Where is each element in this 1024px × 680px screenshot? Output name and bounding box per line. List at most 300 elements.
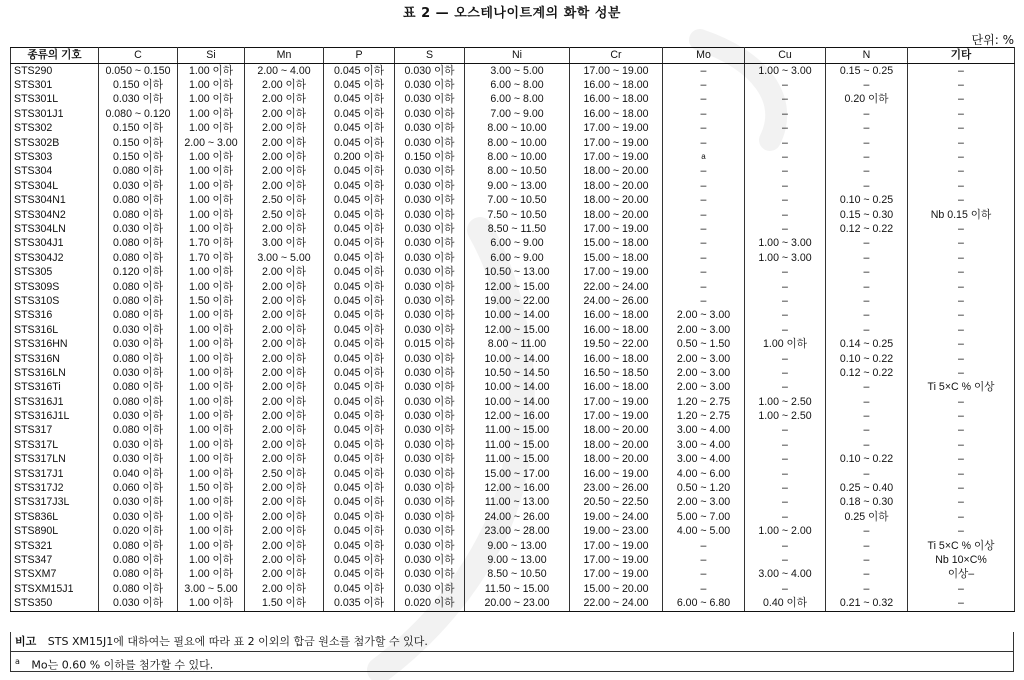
grade-cell: STS290 [11, 64, 99, 79]
grade-cell: STS317LN [11, 453, 99, 467]
value-cell: 24.00 ~ 26.00 [465, 510, 570, 524]
value-cell: – [826, 107, 908, 121]
value-cell: 2.00 이하 [245, 438, 324, 452]
value-cell: 0.030 이하 [395, 251, 465, 265]
table-row [11, 222, 1015, 236]
value-cell: – [745, 265, 826, 279]
value-cell: 15.00 ~ 20.00 [570, 582, 663, 596]
value-cell: 2.00 이하 [245, 366, 324, 380]
value-cell: – [908, 582, 1015, 596]
value-cell: 0.150 이하 [99, 122, 178, 136]
grade-cell: STS304J2 [11, 251, 99, 265]
table-row [11, 352, 1015, 366]
value-cell: 0.21 ~ 0.32 [826, 596, 908, 611]
value-cell: – [663, 280, 745, 294]
table-row [11, 438, 1015, 452]
value-cell: 0.045 이하 [324, 323, 395, 337]
value-cell: – [745, 424, 826, 438]
value-cell: 23.00 ~ 26.00 [570, 481, 663, 495]
value-cell: 0.030 이하 [395, 467, 465, 481]
table-row [11, 366, 1015, 380]
value-cell: 0.080 이하 [99, 381, 178, 395]
value-cell: 2.00 이하 [245, 337, 324, 351]
value-cell: 0.030 이하 [99, 453, 178, 467]
value-cell: 1.00 이하 [178, 525, 245, 539]
value-cell: 0.030 이하 [395, 568, 465, 582]
value-cell: 0.045 이하 [324, 395, 395, 409]
value-cell: 6.00 ~ 9.00 [465, 251, 570, 265]
value-cell: 0.030 이하 [395, 194, 465, 208]
value-cell: 0.030 이하 [99, 222, 178, 236]
value-cell: 1.00 ~ 3.00 [745, 237, 826, 251]
value-cell: 1.00 이하 [178, 539, 245, 553]
value-cell: – [745, 481, 826, 495]
value-cell: 0.15 ~ 0.25 [826, 64, 908, 79]
value-cell: 2.00 이하 [245, 323, 324, 337]
value-cell: – [745, 208, 826, 222]
value-cell: 17.00 ~ 19.00 [570, 222, 663, 236]
value-cell: – [826, 251, 908, 265]
value-cell: 1.00 이하 [178, 222, 245, 236]
value-cell: – [826, 122, 908, 136]
value-cell: 6.00 ~ 8.00 [465, 93, 570, 107]
value-cell: 0.080 이하 [99, 208, 178, 222]
value-cell: 0.045 이하 [324, 309, 395, 323]
value-cell: 0.045 이하 [324, 438, 395, 452]
value-cell: 11.00 ~ 15.00 [465, 424, 570, 438]
table-row [11, 78, 1015, 92]
value-cell: 16.00 ~ 18.00 [570, 107, 663, 121]
table-row [11, 381, 1015, 395]
value-cell: 0.045 이하 [324, 179, 395, 193]
value-cell: 0.080 이하 [99, 194, 178, 208]
value-cell: – [745, 179, 826, 193]
value-cell: 0.080 이하 [99, 280, 178, 294]
value-cell: a [663, 150, 745, 164]
table-row [11, 237, 1015, 251]
value-cell: 0.030 이하 [395, 525, 465, 539]
value-cell: – [908, 64, 1015, 79]
value-cell: 0.10 ~ 0.25 [826, 194, 908, 208]
value-cell: – [826, 568, 908, 582]
value-cell: 1.00 이하 [178, 453, 245, 467]
value-cell: 1.20 ~ 2.75 [663, 409, 745, 423]
value-cell: 1.00 ~ 3.00 [745, 64, 826, 79]
value-cell: 0.030 이하 [395, 409, 465, 423]
value-cell: – [663, 78, 745, 92]
value-cell: 3.00 이하 [245, 237, 324, 251]
table-row [11, 294, 1015, 308]
value-cell: 0.030 이하 [395, 481, 465, 495]
value-cell: 0.15 ~ 0.30 [826, 208, 908, 222]
value-cell: – [745, 453, 826, 467]
value-cell: – [908, 122, 1015, 136]
table-row [11, 467, 1015, 481]
grade-cell: STS316LN [11, 366, 99, 380]
value-cell: 1.00 이하 [178, 309, 245, 323]
value-cell: – [908, 496, 1015, 510]
value-cell: 0.045 이하 [324, 481, 395, 495]
value-cell: 0.040 이하 [99, 467, 178, 481]
grade-cell: STS316N [11, 352, 99, 366]
value-cell: 0.25 이하 [826, 510, 908, 524]
value-cell: – [663, 251, 745, 265]
table-title: 표 2 — 오스테나이트계의 화학 성분 [403, 6, 621, 21]
value-cell: 2.00 ~ 3.00 [663, 352, 745, 366]
value-cell: – [663, 208, 745, 222]
column-header: P [324, 48, 395, 64]
value-cell: 2.00 ~ 3.00 [663, 381, 745, 395]
value-cell: – [826, 280, 908, 294]
table-row [11, 93, 1015, 107]
value-cell: – [663, 265, 745, 279]
value-cell: 2.00 ~ 4.00 [245, 64, 324, 79]
value-cell: – [908, 179, 1015, 193]
value-cell: Ti 5×C % 이상 [908, 539, 1015, 553]
value-cell: 0.25 ~ 0.40 [826, 481, 908, 495]
column-header: N [826, 48, 908, 64]
value-cell: – [908, 525, 1015, 539]
value-cell: 0.030 이하 [395, 265, 465, 279]
value-cell: – [908, 150, 1015, 164]
table-row [11, 165, 1015, 179]
value-cell: 2.00 이하 [245, 553, 324, 567]
value-cell: – [908, 107, 1015, 121]
value-cell: 19.00 ~ 24.00 [570, 510, 663, 524]
value-cell: 15.00 ~ 18.00 [570, 251, 663, 265]
value-cell: 0.030 이하 [395, 453, 465, 467]
value-cell: 16.00 ~ 18.00 [570, 78, 663, 92]
value-cell: 8.00 ~ 10.00 [465, 150, 570, 164]
value-cell: 1.00 이하 [178, 165, 245, 179]
value-cell: 1.00 이하 [178, 208, 245, 222]
value-cell: 0.030 이하 [395, 309, 465, 323]
value-cell: 2.00 이하 [245, 294, 324, 308]
value-cell: 8.00 ~ 10.50 [465, 165, 570, 179]
grade-cell: STS317J3L [11, 496, 99, 510]
value-cell: 0.12 ~ 0.22 [826, 222, 908, 236]
value-cell: 1.00 이하 [178, 409, 245, 423]
table-row [11, 251, 1015, 265]
value-cell: 0.045 이하 [324, 64, 395, 79]
value-cell: 7.00 ~ 10.50 [465, 194, 570, 208]
value-cell: 0.045 이하 [324, 525, 395, 539]
value-cell: 17.00 ~ 19.00 [570, 553, 663, 567]
value-cell: 3.00 ~ 4.00 [663, 424, 745, 438]
value-cell: 2.00 이하 [245, 539, 324, 553]
value-cell: 1.00 이하 [178, 510, 245, 524]
value-cell: 4.00 ~ 5.00 [663, 525, 745, 539]
value-cell: 8.00 ~ 10.00 [465, 122, 570, 136]
value-cell: 18.00 ~ 20.00 [570, 179, 663, 193]
footnote-row [10, 652, 1014, 672]
grade-cell: STSXM15J1 [11, 582, 99, 596]
value-cell: 20.50 ~ 22.50 [570, 496, 663, 510]
value-cell: – [663, 194, 745, 208]
value-cell: 8.00 ~ 10.00 [465, 136, 570, 150]
value-cell: 1.00 이하 [178, 150, 245, 164]
grade-cell: STS304N1 [11, 194, 99, 208]
grade-cell: STS305 [11, 265, 99, 279]
value-cell: 4.00 ~ 6.00 [663, 467, 745, 481]
value-cell: 2.00 이하 [245, 481, 324, 495]
value-cell: 2.00 이하 [245, 525, 324, 539]
value-cell: 0.045 이하 [324, 510, 395, 524]
value-cell: 12.00 ~ 15.00 [465, 323, 570, 337]
value-cell: 18.00 ~ 20.00 [570, 194, 663, 208]
table-row [11, 510, 1015, 524]
value-cell: 0.045 이하 [324, 453, 395, 467]
value-cell: 18.00 ~ 20.00 [570, 424, 663, 438]
value-cell: – [826, 381, 908, 395]
grade-cell: STS301 [11, 78, 99, 92]
value-cell: – [745, 194, 826, 208]
value-cell: – [745, 438, 826, 452]
value-cell: 0.150 이하 [395, 150, 465, 164]
value-cell: 0.060 이하 [99, 481, 178, 495]
value-cell: 0.045 이하 [324, 539, 395, 553]
value-cell: 18.00 ~ 20.00 [570, 438, 663, 452]
value-cell: 0.030 이하 [395, 424, 465, 438]
value-cell: 0.150 이하 [99, 136, 178, 150]
value-cell: 0.030 이하 [395, 64, 465, 79]
table-row [11, 194, 1015, 208]
value-cell: – [908, 78, 1015, 92]
value-cell: 18.00 ~ 20.00 [570, 208, 663, 222]
value-cell: – [663, 237, 745, 251]
value-cell: 0.120 이하 [99, 265, 178, 279]
grade-cell: STS321 [11, 539, 99, 553]
value-cell: 9.00 ~ 13.00 [465, 539, 570, 553]
value-cell: 2.00 이하 [245, 510, 324, 524]
value-cell: 3.00 ~ 5.00 [178, 582, 245, 596]
value-cell: 3.00 ~ 4.00 [663, 438, 745, 452]
value-cell: – [826, 424, 908, 438]
table-body [11, 64, 1015, 612]
value-cell: 0.020 이하 [99, 525, 178, 539]
value-cell: 2.00 이하 [245, 107, 324, 121]
value-cell: 1.00 이하 [178, 337, 245, 351]
value-cell: 1.00 이하 [178, 64, 245, 79]
value-cell: 17.00 ~ 19.00 [570, 122, 663, 136]
value-cell: 0.030 이하 [99, 496, 178, 510]
value-cell: 0.150 이하 [99, 78, 178, 92]
value-cell: – [826, 467, 908, 481]
value-cell: – [663, 93, 745, 107]
table-row [11, 553, 1015, 567]
value-cell: 6.00 ~ 8.00 [465, 78, 570, 92]
value-cell: 1.00 ~ 3.00 [745, 251, 826, 265]
unit-label: 단위: % [971, 33, 1014, 47]
value-cell: – [908, 438, 1015, 452]
table-row [11, 136, 1015, 150]
value-cell: – [826, 179, 908, 193]
value-cell: 1.00 이하 [178, 553, 245, 567]
value-cell: – [908, 366, 1015, 380]
table-row [11, 208, 1015, 222]
value-cell: – [826, 525, 908, 539]
value-cell: 0.030 이하 [395, 93, 465, 107]
value-cell: 0.030 이하 [395, 165, 465, 179]
composition-table [10, 47, 1015, 612]
value-cell: 17.00 ~ 19.00 [570, 150, 663, 164]
value-cell: 0.030 이하 [395, 179, 465, 193]
value-cell: 10.50 ~ 14.50 [465, 366, 570, 380]
value-cell: 10.50 ~ 13.00 [465, 265, 570, 279]
value-cell: 2.00 이하 [245, 165, 324, 179]
value-cell: 2.00 ~ 3.00 [663, 323, 745, 337]
grade-cell: STS304L [11, 179, 99, 193]
value-cell: 0.20 이하 [826, 93, 908, 107]
value-cell: – [745, 107, 826, 121]
value-cell: 0.030 이하 [395, 136, 465, 150]
value-cell: 17.00 ~ 19.00 [570, 409, 663, 423]
value-cell: – [745, 323, 826, 337]
column-header: Cr [570, 48, 663, 64]
value-cell: – [745, 222, 826, 236]
value-cell: – [663, 553, 745, 567]
value-cell: 22.00 ~ 24.00 [570, 596, 663, 611]
value-cell: – [745, 467, 826, 481]
value-cell: – [826, 323, 908, 337]
value-cell: 2.00 이하 [245, 582, 324, 596]
value-cell: 9.00 ~ 13.00 [465, 553, 570, 567]
value-cell: 0.030 이하 [395, 78, 465, 92]
value-cell: 15.00 ~ 17.00 [465, 467, 570, 481]
value-cell: 18.00 ~ 20.00 [570, 453, 663, 467]
remark-text: STS XM15J1에 대하여는 필요에 따라 표 2 이외의 합금 원소를 첨가할 수 있다. [47, 635, 428, 648]
value-cell: 3.00 ~ 5.00 [245, 251, 324, 265]
grade-cell: STS317J1 [11, 467, 99, 481]
value-cell: – [663, 294, 745, 308]
grade-cell: STS304J1 [11, 237, 99, 251]
value-cell: 0.030 이하 [395, 208, 465, 222]
value-cell: 0.030 이하 [395, 381, 465, 395]
value-cell: 2.50 이하 [245, 208, 324, 222]
value-cell: 0.045 이하 [324, 265, 395, 279]
value-cell: – [908, 136, 1015, 150]
table-row [11, 179, 1015, 193]
value-cell: – [908, 222, 1015, 236]
table-row [11, 481, 1015, 495]
column-header: 종류의 기호 [11, 48, 99, 64]
value-cell: 5.00 ~ 7.00 [663, 510, 745, 524]
table-row [11, 582, 1015, 596]
value-cell: 0.030 이하 [99, 179, 178, 193]
value-cell: 2.00 ~ 3.00 [663, 366, 745, 380]
value-cell: – [826, 150, 908, 164]
value-cell: 10.00 ~ 14.00 [465, 381, 570, 395]
table-row [11, 596, 1015, 611]
value-cell: 1.50 이하 [178, 294, 245, 308]
value-cell: 0.080 이하 [99, 294, 178, 308]
table-row [11, 424, 1015, 438]
value-cell: 0.050 ~ 0.150 [99, 64, 178, 79]
value-cell: 0.030 이하 [395, 510, 465, 524]
value-cell: – [663, 568, 745, 582]
value-cell: 2.00 이하 [245, 496, 324, 510]
table-row [11, 64, 1015, 79]
value-cell: 1.00 ~ 2.50 [745, 409, 826, 423]
value-cell: – [908, 93, 1015, 107]
value-cell: 0.045 이하 [324, 280, 395, 294]
table-row [11, 150, 1015, 164]
value-cell: 0.080 이하 [99, 352, 178, 366]
table-row [11, 453, 1015, 467]
value-cell: – [826, 409, 908, 423]
value-cell: 1.50 이하 [178, 481, 245, 495]
value-cell: – [745, 122, 826, 136]
value-cell: – [745, 165, 826, 179]
value-cell: 6.00 ~ 9.00 [465, 237, 570, 251]
value-cell: 17.00 ~ 19.00 [570, 568, 663, 582]
value-cell: 0.12 ~ 0.22 [826, 366, 908, 380]
value-cell: 3.00 ~ 4.00 [745, 568, 826, 582]
value-cell: 1.00 이하 [178, 596, 245, 611]
value-cell: – [745, 309, 826, 323]
value-cell: 1.00 이하 [178, 194, 245, 208]
value-cell: 12.00 ~ 15.00 [465, 280, 570, 294]
value-cell: – [908, 510, 1015, 524]
footnote-text: Mo는 0.60 % 이하를 첨가할 수 있다. [31, 658, 214, 672]
value-cell: 0.030 이하 [395, 352, 465, 366]
grade-cell: STS304N2 [11, 208, 99, 222]
value-cell: 22.00 ~ 24.00 [570, 280, 663, 294]
value-cell: 0.045 이하 [324, 381, 395, 395]
value-cell: 24.00 ~ 26.00 [570, 294, 663, 308]
value-cell: 0.080 ~ 0.120 [99, 107, 178, 121]
value-cell: 0.080 이하 [99, 165, 178, 179]
value-cell: 12.00 ~ 16.00 [465, 481, 570, 495]
value-cell: 0.200 이하 [324, 150, 395, 164]
value-cell: 2.00 이하 [245, 122, 324, 136]
value-cell: Nb 10×C% [908, 553, 1015, 567]
value-cell: 16.00 ~ 18.00 [570, 352, 663, 366]
value-cell: 0.035 이하 [324, 596, 395, 611]
value-cell: 16.00 ~ 18.00 [570, 381, 663, 395]
value-cell: 8.50 ~ 10.50 [465, 568, 570, 582]
value-cell: 2.50 이하 [245, 467, 324, 481]
value-cell: 1.00 이하 [178, 496, 245, 510]
value-cell: 18.00 ~ 20.00 [570, 165, 663, 179]
column-header: Si [178, 48, 245, 64]
value-cell: 0.020 이하 [395, 596, 465, 611]
value-cell: – [745, 539, 826, 553]
value-cell: 6.00 ~ 6.80 [663, 596, 745, 611]
value-cell: – [745, 136, 826, 150]
value-cell: 10.00 ~ 14.00 [465, 395, 570, 409]
value-cell: 0.015 이하 [395, 337, 465, 351]
value-cell: 23.00 ~ 28.00 [465, 525, 570, 539]
value-cell: 0.045 이하 [324, 352, 395, 366]
value-cell: 0.030 이하 [395, 107, 465, 121]
value-cell: – [745, 496, 826, 510]
value-cell: – [826, 539, 908, 553]
value-cell: 17.00 ~ 19.00 [570, 395, 663, 409]
value-cell: 1.00 이하 [178, 381, 245, 395]
value-cell: 0.045 이하 [324, 251, 395, 265]
value-cell: 0.045 이하 [324, 582, 395, 596]
value-cell: 2.00 이하 [245, 150, 324, 164]
value-cell: 16.00 ~ 18.00 [570, 93, 663, 107]
value-cell: – [745, 294, 826, 308]
value-cell: 1.00 이하 [178, 467, 245, 481]
value-cell: 8.50 ~ 11.50 [465, 222, 570, 236]
value-cell: 11.00 ~ 15.00 [465, 438, 570, 452]
value-cell: 0.030 이하 [395, 366, 465, 380]
table-row [11, 525, 1015, 539]
grade-cell: STS316J1 [11, 395, 99, 409]
